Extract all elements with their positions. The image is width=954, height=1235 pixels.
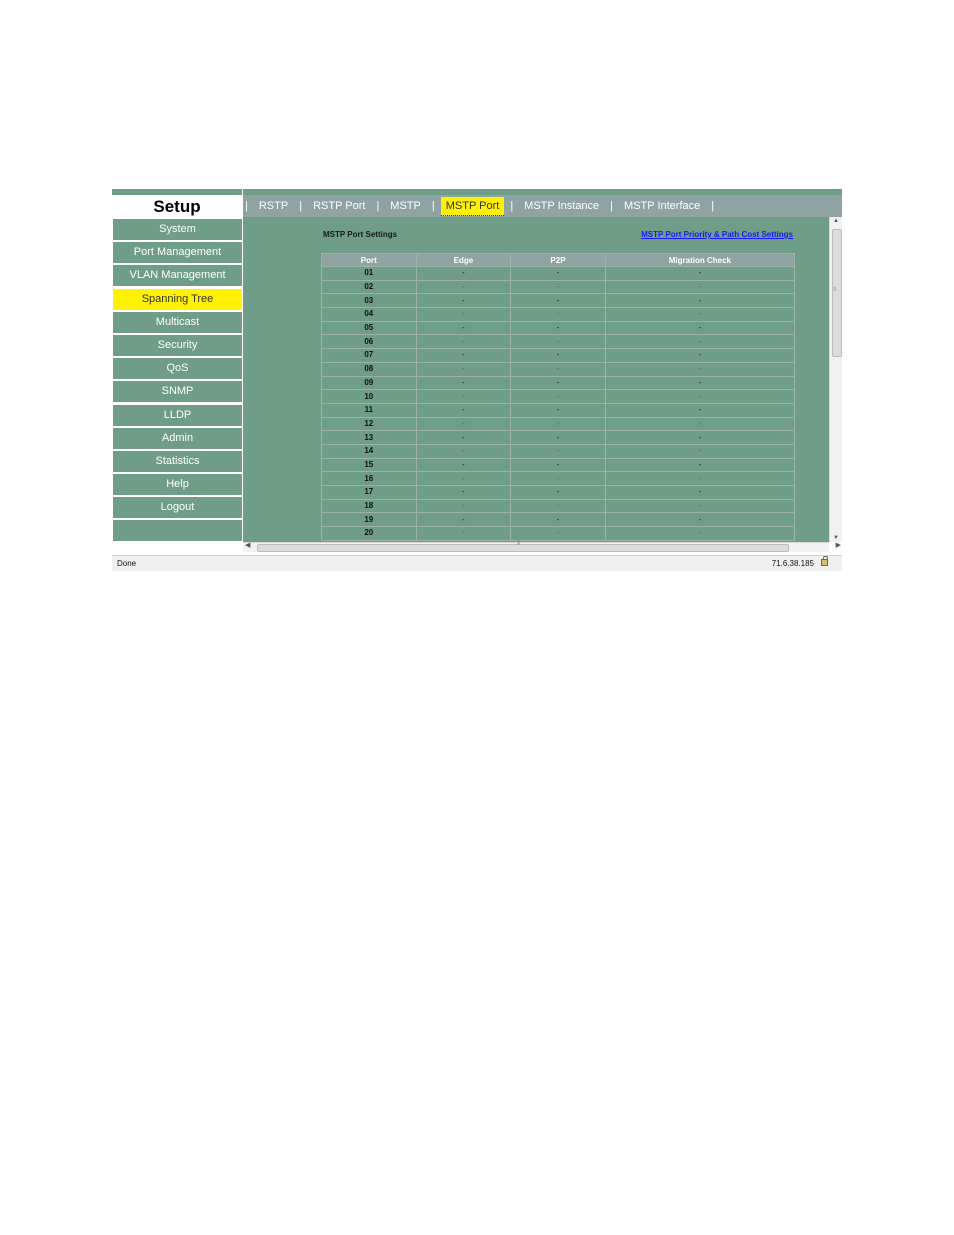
- tab-mstp-port[interactable]: MSTP Port: [441, 197, 505, 216]
- tab-mstp-interface[interactable]: MSTP Interface: [624, 200, 701, 212]
- value-cell: -: [416, 349, 511, 363]
- table-row: [322, 376, 795, 390]
- tab-mstp-instance[interactable]: MSTP Instance: [524, 200, 600, 212]
- scroll-up-icon[interactable]: ▲: [833, 218, 839, 224]
- value-cell: -: [511, 486, 606, 500]
- table-row: [322, 527, 795, 541]
- value-cell: -: [416, 458, 511, 472]
- sidebar-item-system[interactable]: System: [113, 219, 242, 240]
- value-cell: -: [511, 527, 606, 541]
- content-area: [243, 217, 829, 542]
- sidebar-item-admin[interactable]: Admin: [113, 428, 242, 449]
- value-cell: -: [605, 472, 794, 486]
- value-cell: -: [511, 403, 606, 417]
- tab-separator: |: [376, 200, 380, 212]
- grip-icon: ≡: [833, 287, 837, 293]
- table-row: [322, 349, 795, 363]
- value-cell: -: [605, 280, 794, 294]
- table-row: [322, 472, 795, 486]
- value-cell: -: [605, 376, 794, 390]
- port-cell: 01: [322, 267, 417, 281]
- sidebar-item-logout[interactable]: Logout: [113, 497, 242, 518]
- table-row: [322, 335, 795, 349]
- table-body: [322, 267, 795, 541]
- value-cell: -: [416, 444, 511, 458]
- grip-icon: ⦀: [517, 540, 521, 547]
- sidebar-empty-slot: [113, 520, 242, 541]
- value-cell: -: [511, 499, 606, 513]
- value-cell: -: [605, 513, 794, 527]
- sidebar-item-spanning-tree[interactable]: Spanning Tree: [113, 289, 242, 310]
- value-cell: -: [416, 431, 511, 445]
- value-cell: -: [511, 308, 606, 322]
- value-cell: -: [416, 308, 511, 322]
- value-cell: -: [511, 362, 606, 376]
- value-cell: -: [605, 308, 794, 322]
- port-cell: 04: [322, 308, 417, 322]
- port-cell: 09: [322, 376, 417, 390]
- value-cell: -: [511, 267, 606, 281]
- value-cell: -: [416, 486, 511, 500]
- column-header: Migration Check: [605, 254, 794, 267]
- value-cell: -: [605, 403, 794, 417]
- sidebar-menu: [112, 219, 242, 544]
- port-cell: 20: [322, 527, 417, 541]
- value-cell: -: [416, 513, 511, 527]
- value-cell: -: [511, 444, 606, 458]
- value-cell: -: [511, 335, 606, 349]
- value-cell: -: [416, 335, 511, 349]
- value-cell: -: [416, 376, 511, 390]
- value-cell: -: [605, 431, 794, 445]
- value-cell: -: [416, 267, 511, 281]
- value-cell: -: [511, 390, 606, 404]
- table-row: [322, 362, 795, 376]
- tab-separator: |: [245, 200, 248, 212]
- port-cell: 02: [322, 280, 417, 294]
- value-cell: -: [416, 499, 511, 513]
- scroll-right-icon[interactable]: ▶: [835, 542, 841, 549]
- column-header: Edge: [416, 254, 511, 267]
- port-cell: 13: [322, 431, 417, 445]
- sidebar-item-lldp[interactable]: LLDP: [113, 405, 242, 426]
- table-row: [322, 458, 795, 472]
- sidebar: [112, 189, 242, 542]
- mstp-port-table: [321, 253, 795, 541]
- port-cell: 19: [322, 513, 417, 527]
- value-cell: -: [416, 362, 511, 376]
- value-cell: -: [605, 335, 794, 349]
- table-row: [322, 431, 795, 445]
- tab-separator: |: [431, 200, 435, 212]
- tab-separator: |: [510, 200, 514, 212]
- sidebar-item-multicast[interactable]: Multicast: [113, 312, 242, 333]
- table-row: [322, 390, 795, 404]
- table-row: [322, 308, 795, 322]
- page-title: MSTP Port Settings: [323, 230, 398, 239]
- vertical-scroll-thumb[interactable]: [832, 229, 842, 357]
- horizontal-scrollbar[interactable]: [243, 540, 841, 552]
- value-cell: -: [605, 267, 794, 281]
- column-header: P2P: [511, 254, 606, 267]
- vertical-scrollbar[interactable]: [829, 217, 842, 542]
- value-cell: -: [511, 280, 606, 294]
- value-cell: -: [605, 390, 794, 404]
- tab-rstp[interactable]: RSTP: [258, 200, 289, 212]
- port-priority-cost-link[interactable]: MSTP Port Priority & Path Cost Settings: [641, 230, 793, 239]
- table-row: [322, 280, 795, 294]
- main-panel: [243, 189, 842, 542]
- table-row: [322, 499, 795, 513]
- value-cell: -: [511, 458, 606, 472]
- column-header: Port: [322, 254, 417, 267]
- sidebar-item-port-management[interactable]: Port Management: [113, 242, 242, 263]
- value-cell: -: [605, 294, 794, 308]
- port-cell: 12: [322, 417, 417, 431]
- value-cell: -: [416, 321, 511, 335]
- value-cell: -: [605, 417, 794, 431]
- port-cell: 03: [322, 294, 417, 308]
- value-cell: -: [605, 349, 794, 363]
- status-ip-address: 71.6.38.185: [771, 559, 814, 568]
- tab-rstp-port[interactable]: RSTP Port: [313, 200, 366, 212]
- value-cell: -: [416, 527, 511, 541]
- port-cell: 17: [322, 486, 417, 500]
- value-cell: -: [605, 486, 794, 500]
- value-cell: -: [511, 417, 606, 431]
- value-cell: -: [416, 472, 511, 486]
- table-row: [322, 486, 795, 500]
- value-cell: -: [416, 280, 511, 294]
- horizontal-scroll-thumb[interactable]: [257, 544, 789, 552]
- port-cell: 07: [322, 349, 417, 363]
- lock-icon: [821, 559, 828, 566]
- table-header-row: [322, 254, 795, 267]
- port-cell: 18: [322, 499, 417, 513]
- sidebar-item-security[interactable]: Security: [113, 335, 242, 356]
- value-cell: -: [605, 444, 794, 458]
- status-text: Done: [117, 559, 137, 568]
- value-cell: -: [605, 458, 794, 472]
- port-cell: 14: [322, 444, 417, 458]
- sidebar-item-statistics[interactable]: Statistics: [113, 451, 242, 472]
- value-cell: -: [511, 321, 606, 335]
- scroll-down-icon[interactable]: ▼: [833, 535, 839, 541]
- value-cell: -: [416, 417, 511, 431]
- port-cell: 08: [322, 362, 417, 376]
- value-cell: -: [605, 527, 794, 541]
- browser-window: [112, 189, 842, 571]
- tab-mstp[interactable]: MSTP: [390, 200, 421, 212]
- sidebar-item-help[interactable]: Help: [113, 474, 242, 495]
- value-cell: -: [416, 403, 511, 417]
- value-cell: -: [605, 499, 794, 513]
- port-cell: 05: [322, 321, 417, 335]
- sidebar-title: Setup: [153, 197, 201, 216]
- value-cell: -: [511, 376, 606, 390]
- tab-bar: [243, 195, 842, 217]
- tab-separator: |: [610, 200, 614, 212]
- value-cell: -: [605, 362, 794, 376]
- value-cell: -: [511, 472, 606, 486]
- sidebar-item-qos[interactable]: QoS: [113, 358, 242, 379]
- value-cell: -: [511, 513, 606, 527]
- status-bar: [112, 555, 842, 571]
- table-row: [322, 403, 795, 417]
- port-cell: 16: [322, 472, 417, 486]
- port-cell: 06: [322, 335, 417, 349]
- value-cell: -: [605, 321, 794, 335]
- port-cell: 15: [322, 458, 417, 472]
- tab-separator: |: [299, 200, 303, 212]
- sidebar-item-snmp[interactable]: SNMP: [113, 381, 242, 402]
- port-cell: 11: [322, 403, 417, 417]
- value-cell: -: [511, 431, 606, 445]
- table-row: [322, 444, 795, 458]
- sidebar-brand-bar: [112, 189, 242, 195]
- scroll-left-icon[interactable]: ◀: [245, 542, 251, 549]
- port-cell: 10: [322, 390, 417, 404]
- tab-separator: |: [711, 200, 715, 212]
- table-row: [322, 321, 795, 335]
- value-cell: -: [416, 294, 511, 308]
- table-row: [322, 294, 795, 308]
- value-cell: -: [511, 294, 606, 308]
- value-cell: -: [511, 349, 606, 363]
- table-row: [322, 513, 795, 527]
- table-row: [322, 267, 795, 281]
- table-row: [322, 417, 795, 431]
- value-cell: -: [416, 390, 511, 404]
- sidebar-item-vlan-management[interactable]: VLAN Management: [113, 265, 242, 286]
